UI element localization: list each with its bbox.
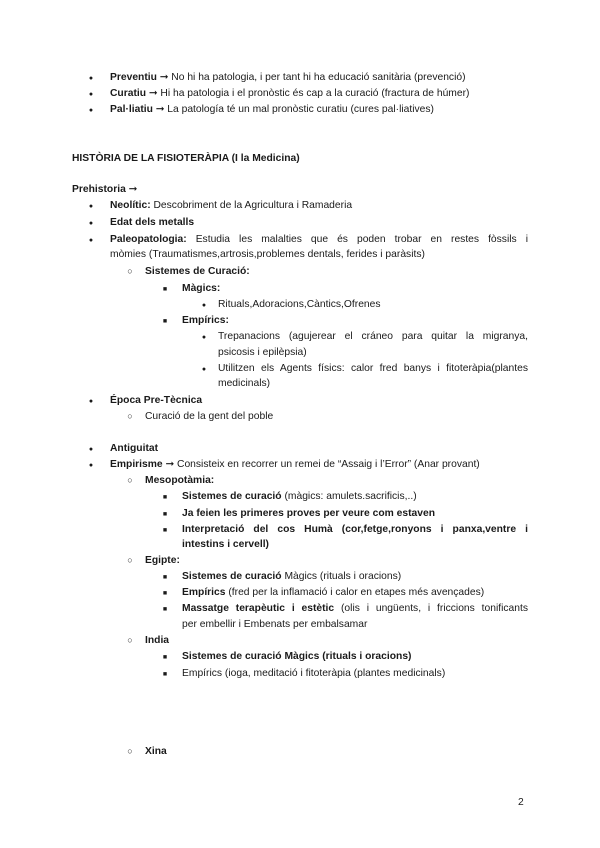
epoca-pretecnica-subitem: Curació de la gent del poble: [145, 411, 274, 422]
neolitic-item: [110, 198, 352, 213]
arrow: ➞: [152, 104, 168, 115]
paleopatologia-line2: mòmies (Traumatismes,artrosis,problemes dentals, ferides i paràsits): [110, 249, 425, 260]
bullet: [86, 393, 96, 409]
term: Pal·liatiu: [110, 104, 153, 115]
text: Màgics (rituals i oracions): [281, 571, 402, 582]
empirics-item2-line1: Utilitzen els Agents físics: calor fred banys i fitoteràpia(plantes: [218, 363, 528, 374]
bullet: [86, 86, 96, 102]
bullet: [160, 666, 170, 682]
empirics-item1-line2: psicosis i epilèpsia): [218, 347, 307, 358]
bullet: [86, 441, 96, 457]
bullet: [125, 409, 135, 424]
bullet: [86, 102, 96, 118]
text: Descobriment de la Agricultura i Ramaderia: [150, 200, 353, 211]
paleopatologia-line1: [110, 232, 528, 247]
bullet: [199, 297, 209, 313]
sistemes-curacio-label: Sistemes de Curació:: [145, 266, 250, 277]
bullet: [86, 215, 96, 231]
india-item2: Empírics (ioga, meditació i fitoteràpia (plantes medicinals): [182, 668, 446, 679]
term: Paleopatologia:: [110, 234, 187, 245]
mesopotamia-item3-line1: Interpretació del cos Humà (cor,fetge,ronyons i panxa,ventre i: [182, 524, 528, 535]
text: Consisteix en recorrer un remei de “Assaig i l’Error” (Anar provant): [177, 459, 480, 470]
antiguitat-item: Antiguitat: [110, 443, 159, 454]
mesopotamia-item3-line2: intestins i cervell): [182, 539, 269, 550]
bullet: [86, 232, 96, 248]
bullet: [160, 489, 170, 505]
bullet: [125, 744, 135, 759]
term: Neolític:: [110, 200, 151, 211]
bullet: [125, 633, 135, 648]
text: Estudia les malalties que és poden trobar en restes fòssils i: [186, 234, 528, 245]
mesopotamia-item1: [182, 489, 417, 504]
bullet: [160, 522, 170, 538]
section-title: HISTÒRIA DE LA FISIOTERÀPIA (I la Medicina): [72, 153, 300, 164]
bullet: [86, 70, 96, 86]
text: La patología té un mal pronòstic curatiu (cures pal·liatives): [167, 104, 434, 115]
text: No hi ha patologia, i per tant hi ha educació sanitària (prevenció): [171, 72, 466, 83]
magics-item: Rituals,Adoracions,Càntics,Ofrenes: [218, 299, 381, 310]
term: Sistemes de curació: [182, 491, 282, 502]
bullet: [160, 601, 170, 617]
bullet: [160, 649, 170, 665]
list-item-preventiu: [110, 70, 466, 85]
text: Hi ha patologia i el pronòstic és cap a la curació (fractura de húmer): [160, 88, 470, 99]
bullet: [160, 506, 170, 522]
prehistoria-label: Prehistoria: [72, 184, 126, 195]
bullet: [86, 198, 96, 214]
empirics-item2-line2: medicinals): [218, 378, 271, 389]
empirics-item1-line1: Trepanacions (agujerear el cráneo para quitar la migranya,: [218, 331, 528, 342]
egipte-item3-line1: [182, 601, 528, 616]
empirics-label: Empírics:: [182, 315, 229, 326]
list-item-curatiu: [110, 86, 469, 101]
bullet: [160, 585, 170, 601]
prehistoria-heading: [72, 182, 137, 197]
term: Empírics: [182, 587, 226, 598]
bullet: [160, 281, 170, 297]
bullet: [125, 264, 135, 279]
arrow: ➞: [146, 88, 161, 99]
bullet: [86, 457, 96, 473]
list-item-palliatiu: [110, 102, 434, 117]
bullet: [125, 473, 135, 488]
text: (fred per la inflamació i calor en etapes més avençades): [225, 587, 485, 598]
egipte-label: Egipte:: [145, 555, 180, 566]
egipte-item1: [182, 569, 401, 584]
bullet: [160, 569, 170, 585]
xina-label: Xina: [145, 746, 167, 757]
arrow: ➞: [162, 459, 178, 470]
mesopotamia-label: Mesopotàmia:: [145, 475, 215, 486]
term: Massatge terapèutic i estètic: [182, 603, 335, 614]
term: Empirisme: [110, 459, 163, 470]
arrow: ➞: [156, 72, 172, 83]
bullet: [160, 313, 170, 329]
term: Preventiu: [110, 72, 157, 83]
epoca-pretecnica-item: Época Pre-Tècnica: [110, 395, 203, 406]
egipte-item3-line2: per embellir i Embenats per embalsamar: [182, 619, 368, 630]
term: Sistemes de curació: [182, 571, 282, 582]
arrow: ➞: [125, 184, 138, 195]
magics-label: Màgics:: [182, 283, 221, 294]
text: (olis i ungüents, i friccions tonificants: [334, 603, 528, 614]
india-item1: Sistemes de curació Màgics (rituals i oracions): [182, 651, 412, 662]
term: Curatiu: [110, 88, 147, 99]
india-label: India: [145, 635, 170, 646]
empirisme-item: [110, 457, 480, 472]
egipte-item2: [182, 585, 484, 600]
edat-metalls-item: Edat dels metalls: [110, 217, 195, 228]
bullet: [199, 329, 209, 345]
bullet: [125, 553, 135, 568]
bullet: [199, 361, 209, 377]
page-number: 2: [518, 797, 524, 808]
mesopotamia-item2: Ja feien les primeres proves per veure com estaven: [182, 508, 435, 519]
text: (màgics: amulets.sacrificis,..): [281, 491, 417, 502]
